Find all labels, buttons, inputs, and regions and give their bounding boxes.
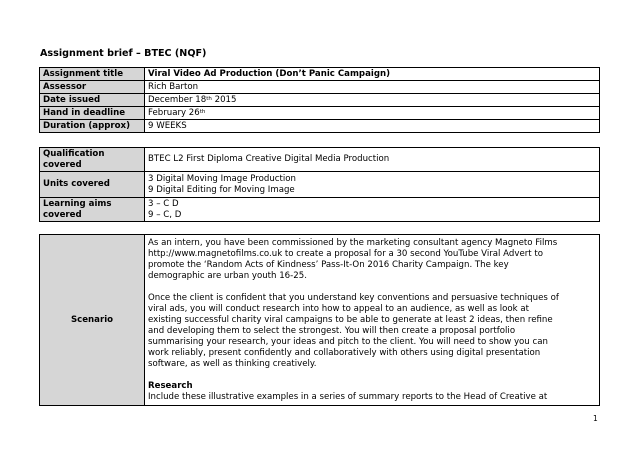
- table-row: [40, 107, 600, 120]
- date-issued-ordinal: th: [206, 95, 212, 102]
- scenario-line: promote the ‘Random Acts of Kindness’ Pass-It-On 2016 Charity Campaign. The key: [148, 260, 509, 270]
- course-details-table: [39, 147, 600, 222]
- scenario-line: existing successful charity viral campaigns to be able to generate at least 2 ideas, then refine: [148, 315, 553, 325]
- page-number: 1: [593, 414, 598, 423]
- scenario-line: summarising your research, your ideas and pitch to the client. You will need to show you can: [148, 337, 548, 347]
- assignment-title-text: Viral Video Ad Production (Don’t Panic Campaign): [148, 68, 391, 79]
- deadline-day: February 26: [148, 107, 200, 118]
- scenario-line: and developing them to select the strongest. You will then create a proposal portfolio: [148, 326, 516, 336]
- deadline-ordinal: th: [199, 108, 206, 115]
- table-row: [40, 148, 600, 172]
- hand-in-deadline-label: Hand in deadline: [40, 107, 145, 120]
- scenario-line: software, as well as thinking creatively.: [148, 359, 317, 369]
- unit-item: 9 Digital Editing for Moving Image: [148, 184, 295, 195]
- assignment-title-label: Assignment title: [40, 68, 145, 81]
- learning-aims-label-line: Learning aims: [43, 198, 112, 209]
- learning-aim-item: 3 – C D: [148, 198, 179, 209]
- qualification-label-line: Qualification: [43, 148, 105, 159]
- qualification-label: [40, 148, 145, 172]
- learning-aims-value: [145, 198, 600, 222]
- scenario-line: work reliably, present confidently and collaboratively with others using digital presentation: [148, 348, 541, 358]
- table-row: [40, 120, 600, 133]
- units-covered-label: Units covered: [40, 172, 145, 198]
- units-covered-value: [145, 172, 600, 198]
- page-title: Assignment brief – BTEC (NQF): [40, 48, 207, 59]
- hand-in-deadline-value: [145, 107, 600, 120]
- qualification-value: BTEC L2 First Diploma Creative Digital Media Production: [145, 148, 600, 172]
- learning-aim-item: 9 – C, D: [148, 209, 182, 220]
- learning-aims-label: [40, 198, 145, 222]
- table-row: [40, 68, 600, 81]
- assessor-label: Assessor: [40, 81, 145, 94]
- duration-label: Duration (approx): [40, 120, 145, 133]
- scenario-label: Scenario: [40, 235, 145, 406]
- scenario-line: viral ads, you will conduct research into how to appeal to an audience, as well as look at: [148, 304, 530, 314]
- table-row: [40, 94, 600, 107]
- assessor-value: Rich Barton: [145, 81, 600, 94]
- qualification-label-line: covered: [43, 159, 82, 170]
- table-row: [40, 81, 600, 94]
- paragraph-gap: [148, 370, 596, 381]
- duration-value: 9 WEEKS: [145, 120, 600, 133]
- learning-aims-label-line: covered: [43, 209, 82, 220]
- scenario-table: [39, 234, 600, 406]
- table-row: [40, 198, 600, 222]
- assignment-details-table: [39, 67, 600, 133]
- scenario-line: Include these illustrative examples in a series of summary reports to the Head of Creative at: [148, 392, 548, 402]
- paragraph-gap: [148, 282, 596, 293]
- scenario-text: [145, 235, 600, 406]
- scenario-line: As an intern, you have been commissioned by the marketing consultant agency Magneto Films: [148, 238, 558, 248]
- date-issued-day: December 18: [148, 94, 207, 105]
- date-issued-label: Date issued: [40, 94, 145, 107]
- unit-item: 3 Digital Moving Image Production: [148, 173, 296, 184]
- scenario-line: http://www.magnetofilms.co.uk to create a proposal for a 30 second YouTube Viral Advert to: [148, 249, 543, 259]
- assignment-title-value: [145, 68, 600, 81]
- date-issued-value: [145, 94, 600, 107]
- scenario-line: demographic are urban youth 16-25.: [148, 271, 307, 281]
- table-row: [40, 172, 600, 198]
- scenario-line: Once the client is confident that you understand key conventions and persuasive techniques of: [148, 293, 559, 303]
- date-issued-year: 2015: [211, 94, 237, 105]
- research-heading: Research: [148, 381, 193, 391]
- table-row: [40, 235, 600, 406]
